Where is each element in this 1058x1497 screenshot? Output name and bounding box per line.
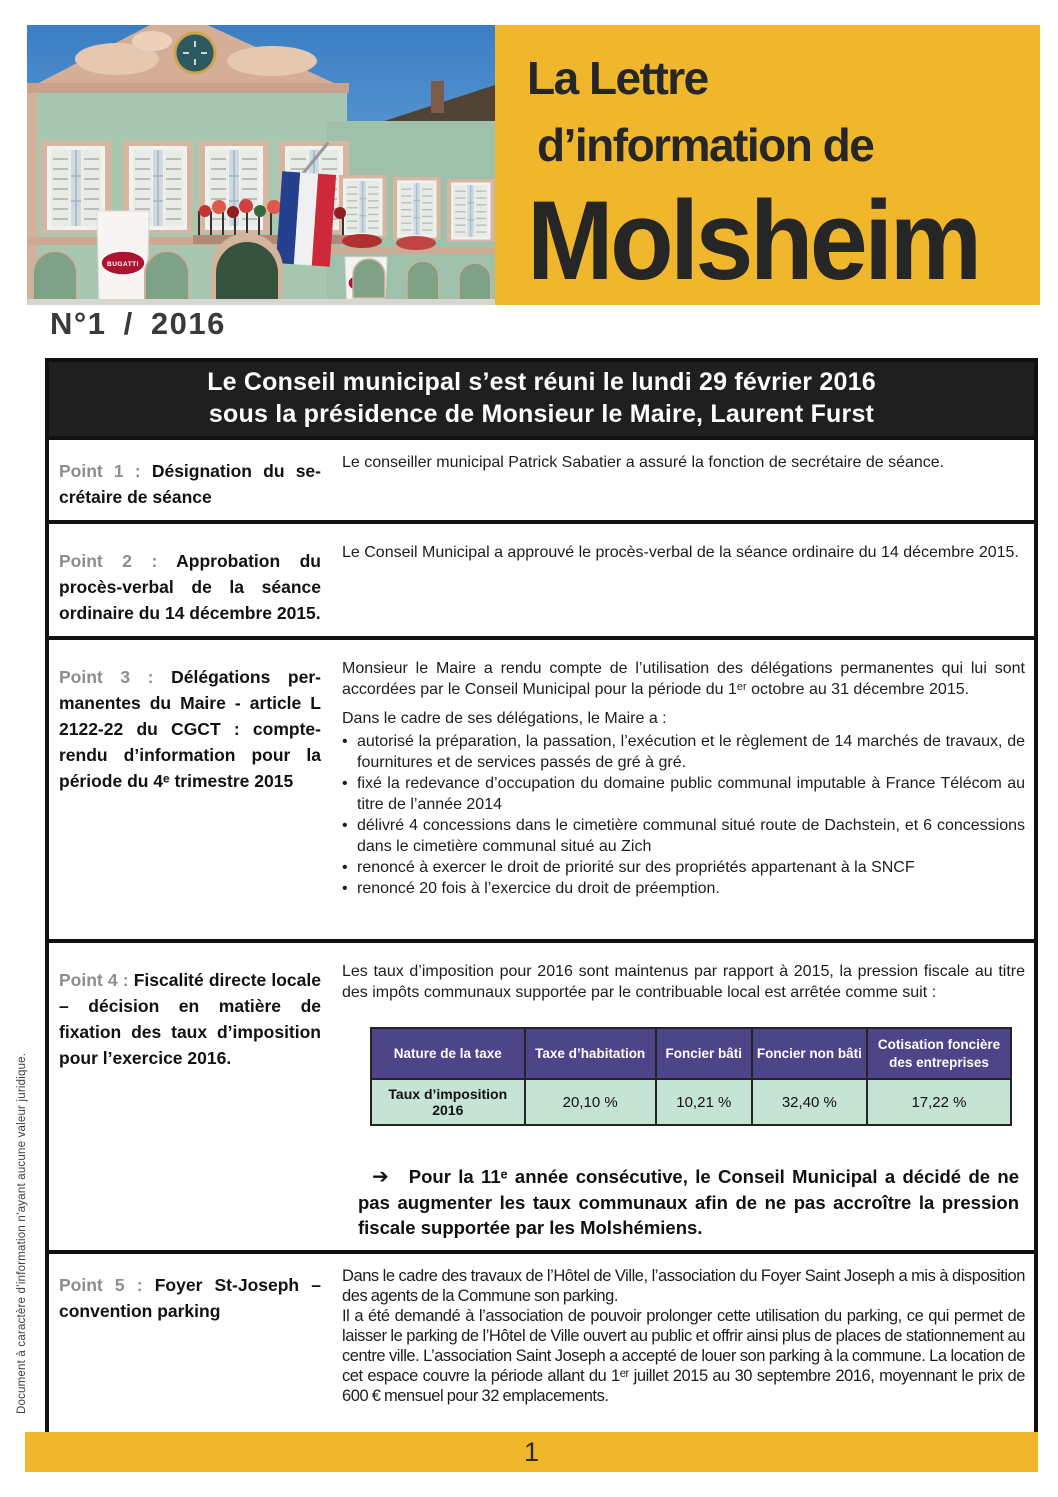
- point-1-title-cell: [49, 440, 330, 520]
- cornice: [27, 83, 349, 93]
- tax-table-value: 10,21 %: [656, 1079, 752, 1125]
- list-item: • fixé la redevance d’occupation du domaine public communal imputable à France Télécom au titre de l’année 2014: [342, 775, 1025, 813]
- bugatti-banner-left: [97, 211, 149, 305]
- tax-table-header-row: [371, 1028, 1011, 1079]
- tax-table-header: Foncier bâti: [656, 1028, 752, 1079]
- point-2-body: Le Conseil Municipal a approuvé le procès-verbal de la séance ordinaire du 14 décembre 2015.: [342, 544, 1019, 561]
- point-1-title: Désignation du secrétaire de séance: [59, 461, 321, 507]
- tax-table-header: Taxe d’habitation: [525, 1028, 656, 1079]
- tax-table-value: 32,40 %: [752, 1079, 867, 1125]
- point-2-title: Approbation du procès-verbal de la séance ordinaire du 14 décembre 2015.: [59, 551, 321, 623]
- council-report: [45, 358, 1038, 1447]
- tax-table-header: Foncier non bâti: [752, 1028, 867, 1079]
- point-4-intro: Les taux d’imposition pour 2016 sont maintenus par rapport à 2015, la pression fiscale au titre des impôts communaux supportée par le contribuable local est arrêtée comme suit :: [342, 963, 1025, 1001]
- point-2-label: Point 2 :: [59, 551, 158, 571]
- chimney: [431, 81, 444, 113]
- point-5-title: Foyer St-Joseph – convention parking: [59, 1275, 321, 1322]
- bullet-icon: •: [342, 859, 348, 876]
- legal-disclaimer: Document à caractère d’information n’ayant aucune valeur juridique.: [16, 1052, 28, 1414]
- session-banner-line2: sous la présidence de Monsieur le Maire, Laurent Furst: [208, 400, 875, 428]
- point-5-title-cell: [49, 1254, 330, 1443]
- point-2-row: [49, 520, 1034, 636]
- sidewalk: [27, 299, 495, 305]
- tax-rates-table: [370, 1027, 1012, 1126]
- masthead-title-block: [495, 25, 1040, 305]
- masthead-title-line1: La Lettre: [527, 52, 708, 104]
- point-2-body-cell: [330, 524, 1034, 636]
- point-4-label: Point 4 :: [59, 970, 129, 990]
- point-3-label: Point 3 :: [59, 667, 154, 687]
- page-number: 1: [523, 1437, 540, 1467]
- clock-icon: [175, 33, 215, 73]
- point-3-title: Délégations permanentes du Maire - article L 2122-22 du CGCT : compte-rendu d’information pour la période du 4ᵉ trimestre 2015: [59, 667, 321, 791]
- point-3-title-cell: [49, 640, 330, 939]
- point-5-body-cell: [330, 1254, 1034, 1443]
- masthead-title-line2: d’information de: [537, 118, 874, 171]
- issue-number: N°1 / 2016: [50, 306, 226, 341]
- list-item: • autorisé la préparation, la passation, l’exécution et le règlement de 14 marchés de travaux, de fournitures et de services passés de gré à gré.: [342, 733, 1025, 771]
- bullet-icon: •: [342, 880, 348, 897]
- entrance-arch: [211, 233, 283, 305]
- point-5-paragraph-1: Dans le cadre des travaux de l’Hôtel de Ville, l’association du Foyer Saint Joseph a mis à disposition des agents de la Commune son parking.: [342, 1267, 1025, 1306]
- session-banner-line1: Le Conseil municipal s’est réuni le lundi 29 février 2016: [207, 368, 876, 396]
- svg-text:BUGATTI: BUGATTI: [107, 261, 139, 268]
- masthead-city-name: Molsheim: [527, 178, 979, 305]
- list-item: • renoncé 20 fois à l’exercice du droit de préemption.: [342, 880, 720, 897]
- list-item: • renoncé à exercer le droit de priorité sur des propriétés appartenant à la SNCF: [342, 859, 915, 876]
- point-3-subintro: Dans le cadre de ses délégations, le Maire a :: [342, 710, 667, 727]
- delegations-list: [342, 731, 1025, 899]
- masthead: [27, 25, 1040, 305]
- town-hall-photo: [27, 25, 495, 305]
- arrow-right-icon: ➔: [372, 1166, 389, 1189]
- point-3-intro: Monsieur le Maire a rendu compte de l’utilisation des délégations permanentes qui lui sont accordées par le Conseil Municipal pour la période du 1ᵉʳ octobre au 31 décembre 2015.: [342, 660, 1025, 698]
- point-4-body-cell: [330, 943, 1034, 1250]
- tax-table-value: 17,22 %: [867, 1079, 1011, 1125]
- tax-table-header: Nature de la taxe: [371, 1028, 525, 1079]
- point-1-label: Point 1 :: [59, 461, 141, 481]
- tax-table-row-label: Taux d’imposition 2016: [371, 1079, 525, 1125]
- tax-table-header: Cotisation foncière des entreprises: [867, 1028, 1011, 1079]
- point-1-body: Le conseiller municipal Patrick Sabatier a assuré la fonction de secrétaire de séance.: [342, 454, 945, 471]
- point-3-row: [49, 636, 1034, 939]
- session-banner: [49, 362, 1034, 440]
- point-4-title-cell: [49, 943, 330, 1250]
- tax-table-value: 20,10 %: [525, 1079, 656, 1125]
- bullet-icon: •: [342, 817, 348, 834]
- bullet-icon: •: [342, 733, 348, 750]
- tax-decision-note: ➔ Pour la 11ᵉ année consécutive, le Conseil Municipal a décidé de ne pas augmenter les taux communaux afin de ne pas accroître la pression fiscale supportée par les Molshémiens.: [358, 1166, 1019, 1239]
- tax-table-data-row: [371, 1079, 1011, 1125]
- point-4-title: Fiscalité directe locale – décision en matière de fixation des taux d’imposition pour l’exercice 2016.: [59, 970, 321, 1068]
- bullet-icon: •: [342, 775, 348, 792]
- point-5-paragraph-2: Il a été demandé à l’association de pouvoir prolonger cette utilisation du parking, ce qui permet de laisser le parking de l’Hôtel de Ville ouvert au public et offrir ainsi plus de places de stationnement au centre ville. L’association Saint Joseph a accepté de louer son parking à la commune. La location de cet espace couvre la période allant du 1ᵉʳ juillet 2015 au 30 septembre 2016, moyennant le prix de 600 € mensuel pour 32 emplacements.: [342, 1307, 1025, 1406]
- point-1-row: [49, 440, 1034, 520]
- page-footer: [25, 1432, 1038, 1472]
- point-4-row: [49, 939, 1034, 1250]
- point-5-row: [49, 1250, 1034, 1443]
- point-2-title-cell: [49, 524, 330, 636]
- point-3-body-cell: [330, 640, 1034, 939]
- point-1-body-cell: [330, 440, 1034, 520]
- town-hall-photo-illustration: [27, 25, 495, 305]
- list-item: • délivré 4 concessions dans le cimetière communal situé route de Dachstein, et 6 concessions dans le cimetière communal situé au Zich: [342, 817, 1025, 855]
- point-5-label: Point 5 :: [59, 1275, 143, 1296]
